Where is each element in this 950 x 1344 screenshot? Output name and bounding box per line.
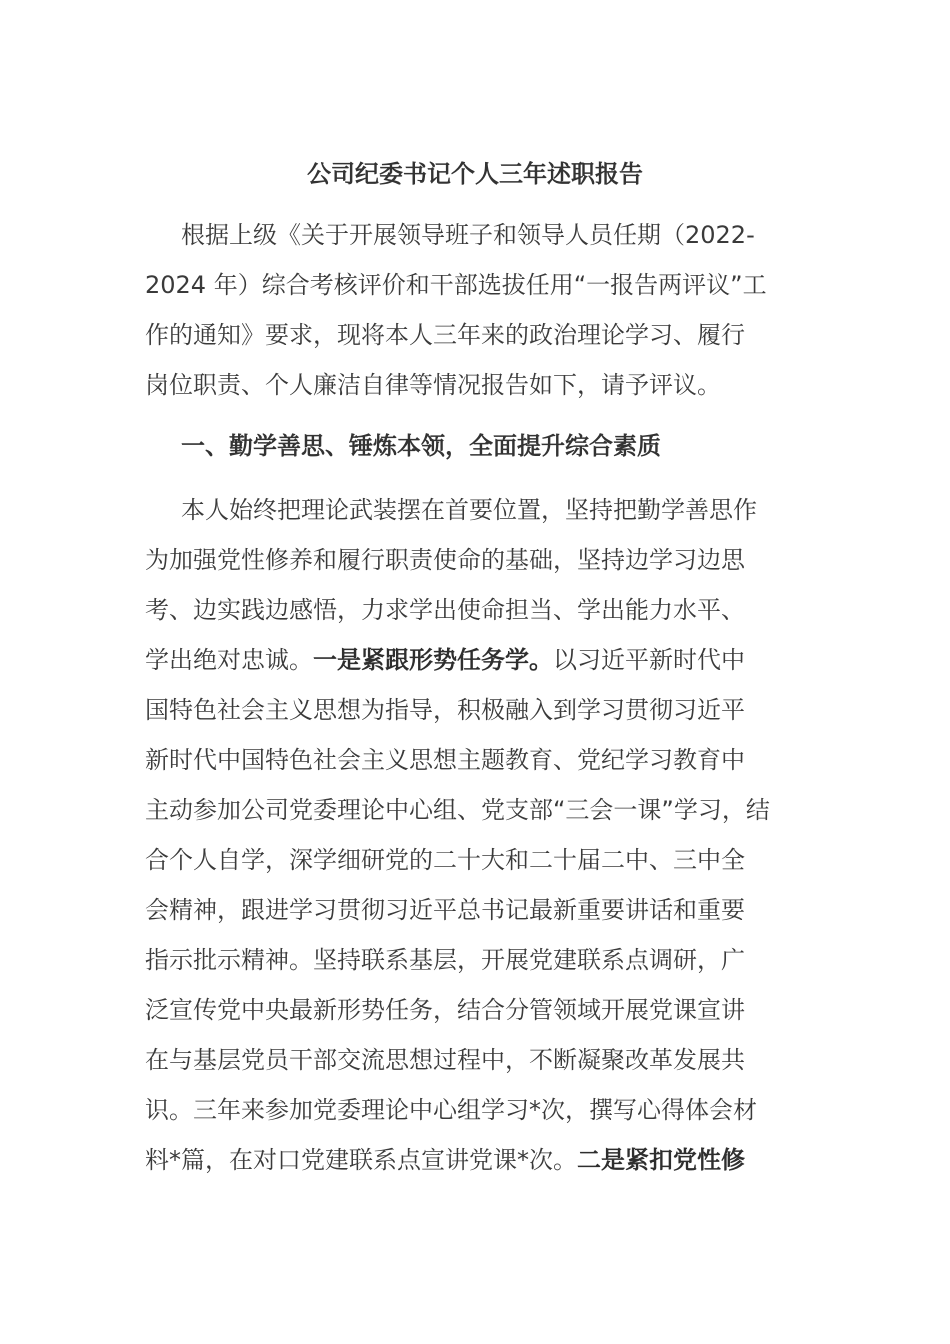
paragraph-line: 为加强党性修养和履行职责使命的基础，坚持边学习边思 bbox=[145, 546, 745, 574]
paragraph-line: 主动参加公司党委理论中心组、党支部“三会一课”学习，结 bbox=[145, 796, 770, 824]
text-run: 以习近平新时代中 bbox=[553, 646, 745, 674]
intro-line: 根据上级《关于开展领导班子和领导人员任期（2022- bbox=[181, 221, 755, 249]
section1-paragraph bbox=[145, 485, 807, 1185]
text-run: 学出绝对忠诚。 bbox=[145, 646, 313, 674]
intro-line: 作的通知》要求，现将本人三年来的政治理论学习、履行 bbox=[145, 321, 745, 349]
paragraph-line: 新时代中国特色社会主义思想主题教育、党纪学习教育中 bbox=[145, 746, 745, 774]
paragraph-line: 合个人自学，深学细研党的二十大和二十届二中、三中全 bbox=[145, 846, 745, 874]
section-heading bbox=[145, 421, 807, 471]
paragraph-line bbox=[145, 635, 807, 685]
intro-line: 2024 年）综合考核评价和干部选拔任用“一报告两评议”工 bbox=[145, 271, 767, 299]
paragraph-line bbox=[145, 1135, 807, 1185]
document-title: 公司纪委书记个人三年述职报告 bbox=[307, 160, 643, 188]
intro-line: 岗位职责、个人廉洁自律等情况报告如下，请予评议。 bbox=[145, 371, 721, 399]
paragraph-line: 国特色社会主义思想为指导，积极融入到学习贯彻习近平 bbox=[145, 696, 745, 724]
paragraph-line: 考、边实践边感悟，力求学出使命担当、学出能力水平、 bbox=[145, 596, 745, 624]
bold-point-1: 一是紧跟形势任务学。 bbox=[313, 646, 553, 674]
paragraph-line: 会精神，跟进学习贯彻习近平总书记最新重要讲话和重要 bbox=[145, 896, 745, 924]
paragraph-line: 在与基层党员干部交流思想过程中，不断凝聚改革发展共 bbox=[145, 1046, 745, 1074]
paragraph-line: 泛宣传党中央最新形势任务，结合分管领域开展党课宣讲 bbox=[145, 996, 745, 1024]
paragraph-line: 识。三年来参加党委理论中心组学习*次，撰写心得体会材 bbox=[145, 1096, 757, 1124]
paragraph-line: 本人始终把理论武装摆在首要位置，坚持把勤学善思作 bbox=[181, 496, 757, 524]
bold-point-2: 二是紧扣党性修 bbox=[577, 1146, 745, 1174]
text-run: 料*篇，在对口党建联系点宣讲党课*次。 bbox=[145, 1146, 577, 1174]
section1-heading: 一、勤学善思、锤炼本领，全面提升综合素质 bbox=[181, 432, 661, 460]
paragraph-line: 指示批示精神。坚持联系基层，开展党建联系点调研，广 bbox=[145, 946, 745, 974]
intro-paragraph bbox=[145, 210, 807, 410]
